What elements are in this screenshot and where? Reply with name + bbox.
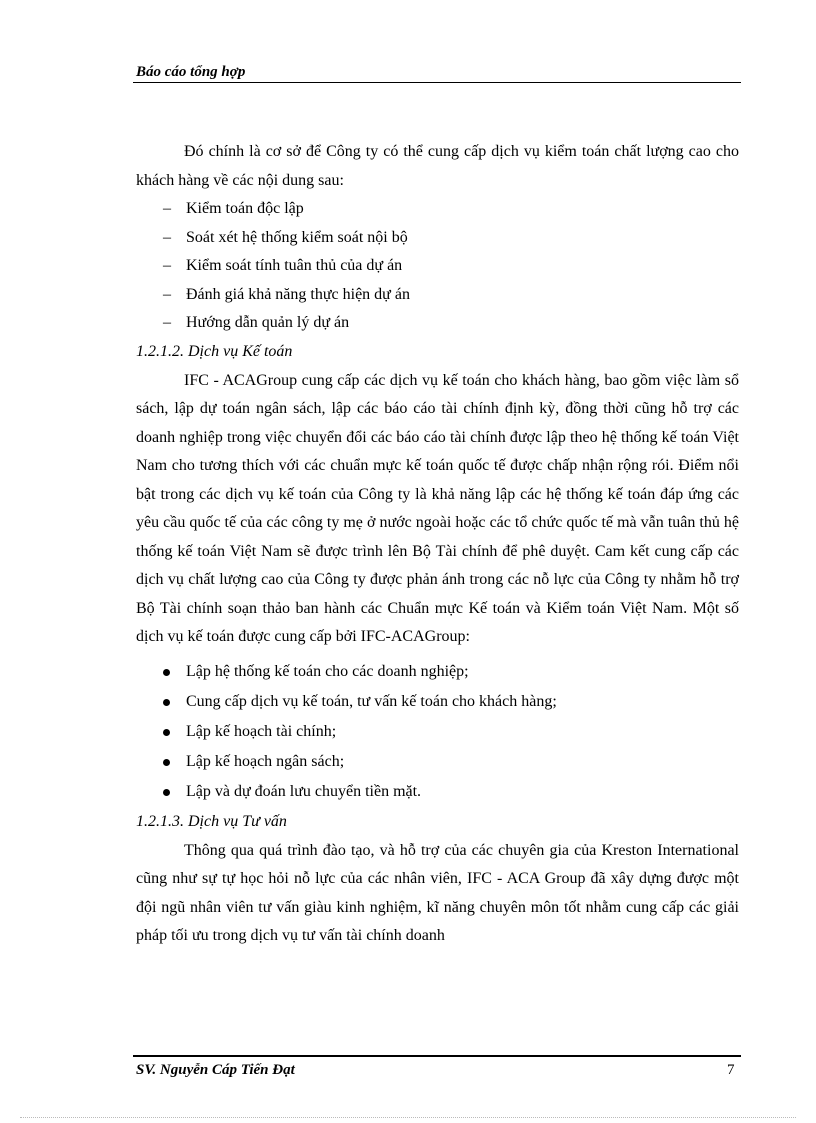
list-item: Lập và dự đoán lưu chuyển tiền mặt.: [136, 778, 739, 808]
header-title: Báo cáo tổng hợp: [136, 64, 246, 80]
intro-paragraph: Đó chính là cơ sở để Công ty có thể cung cấp dịch vụ kiểm toán chất lượng cao cho khách hàng về các nội dung sau:: [136, 143, 739, 189]
list-item: Lập kế hoạch tài chính;: [136, 718, 739, 748]
dash-marker: –: [163, 200, 171, 217]
list-item: – Hướng dẫn quản lý dự án: [136, 309, 739, 338]
bullet-icon: [163, 759, 170, 766]
dash-marker: –: [163, 285, 171, 303]
consulting-paragraph: Thông qua quá trình đào tạo, và hỗ trợ của các chuyên gia của Kreston International cũng như sự tự học hỏi nỗ lực của các nhân viên, IFC - ACA Group đã xây dựng được một đội ngũ nhân viên tư vấn giàu kinh nghiệm, kĩ năng chuyên môn tốt nhằm cung cấp các giải pháp tối ưu trong dịch vụ tư vấn tài chính doanh: [136, 841, 739, 944]
bullet-icon: [163, 669, 170, 676]
footer-divider: [133, 1055, 741, 1057]
list-item: – Kiểm soát tính tuân thủ của dự án: [136, 252, 739, 281]
section-heading-accounting: 1.2.1.2. Dịch vụ Kế toán: [136, 342, 293, 360]
dash-marker: –: [163, 228, 171, 246]
list-item: – Soát xét hệ thống kiểm soát nội bộ: [136, 224, 739, 253]
bullet-icon: [163, 729, 170, 736]
dash-marker: –: [163, 314, 171, 331]
list-item: – Đánh giá khả năng thực hiện dự án: [136, 281, 739, 310]
audit-services-list: [136, 195, 739, 338]
bullet-icon: [163, 789, 170, 796]
header-divider: [133, 82, 741, 83]
accounting-services-list: [136, 658, 739, 808]
list-item: Lập hệ thống kế toán cho các doanh nghiệp;: [136, 658, 739, 688]
page-number: 7: [727, 1062, 735, 1078]
list-item: Cung cấp dịch vụ kế toán, tư vấn kế toán cho khách hàng;: [136, 688, 739, 718]
list-item: – Kiểm toán độc lập: [136, 195, 739, 224]
page-content: [136, 138, 739, 951]
list-item: Lập kế hoạch ngân sách;: [136, 748, 739, 778]
footer-student-name: SV. Nguyễn Cáp Tiến Đạt: [136, 1062, 295, 1078]
dash-marker: –: [163, 257, 171, 274]
section-heading-consulting: 1.2.1.3. Dịch vụ Tư vấn: [136, 812, 287, 830]
bullet-icon: [163, 699, 170, 706]
page-edge-rule: [20, 1117, 796, 1118]
accounting-paragraph: IFC - ACAGroup cung cấp các dịch vụ kế toán cho khách hàng, bao gồm việc làm sổ sách, lập dự toán ngân sách, lập các báo cáo tài chính định kỳ, đồng thời cũng hỗ trợ các doanh nghiệp trong việc chuyển đổi các báo cáo tài chính được lập theo hệ thống kế toán Việt Nam cho tương thích với các chuẩn mực kế toán quốc tế được chấp nhận rộng rói. Điểm nổi bật trong các dịch vụ kế toán của Công ty là khả năng lập các hệ thống kế toán đáp ứng các yêu cầu quốc tế của các công ty mẹ ở nước ngoài hoặc các tổ chức quốc tế mà vẫn tuân thủ hệ thống kế toán Việt Nam sẽ được trình lên Bộ Tài chính để phê duyệt. Cam kết cung cấp các dịch vụ chất lượng cao của Công ty được phản ánh trong các nỗ lực của Công ty nhằm hỗ trợ Bộ Tài chính soạn thảo ban hành các Chuẩn mực Kế toán và Kiểm toán Việt Nam. Một số dịch vụ kế toán được cung cấp bởi IFC-ACAGroup:: [136, 371, 739, 645]
